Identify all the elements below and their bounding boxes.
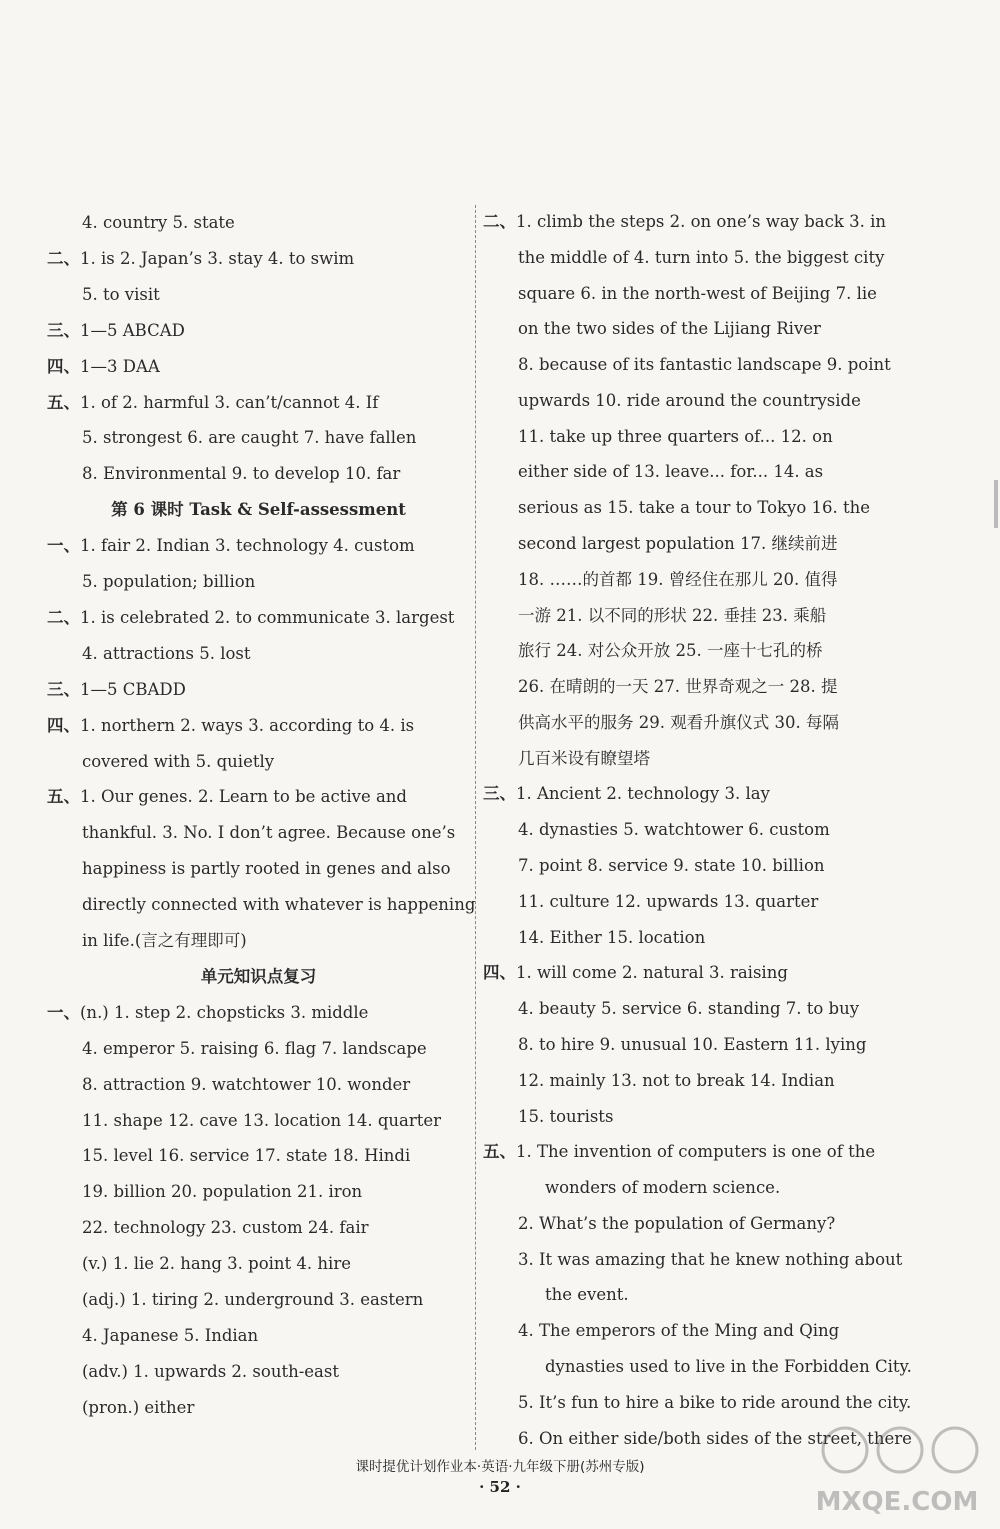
answer-text: 1. The invention of computers is one of the — [516, 1142, 876, 1162]
answer-line — [518, 927, 907, 949]
section-heading — [47, 966, 470, 988]
answer-line — [518, 605, 907, 627]
answer-line — [82, 1110, 470, 1132]
question-number: 三、 — [47, 320, 80, 340]
answer-text: 4. Japanese 5. Indian — [82, 1325, 259, 1345]
answer-line — [82, 571, 470, 593]
answer-text: (pron.) either — [82, 1397, 195, 1417]
answer-line — [47, 320, 470, 342]
question-number: 二、 — [47, 248, 80, 268]
answer-line — [82, 1397, 470, 1419]
question-number: 五、 — [47, 392, 80, 412]
column-divider — [475, 205, 476, 1450]
answer-line — [518, 1070, 907, 1092]
answer-text: 1. of 2. harmful 3. can’t/cannot 4. If — [80, 392, 379, 412]
answer-line — [518, 1034, 907, 1056]
answer-line — [82, 1217, 470, 1239]
answer-text: 22. technology 23. custom 24. fair — [82, 1218, 369, 1238]
answer-line — [483, 1141, 907, 1163]
answer-line — [518, 247, 907, 269]
answer-line — [47, 607, 470, 629]
answer-line — [518, 283, 907, 305]
answer-text: directly connected with whatever is happening — [82, 895, 476, 915]
answer-line — [518, 891, 907, 913]
answer-text: 12. mainly 13. not to break 14. Indian — [518, 1070, 835, 1090]
answer-text: 8. to hire 9. unusual 10. Eastern 11. lying — [518, 1034, 867, 1054]
question-number: 五、 — [483, 1142, 516, 1162]
answer-line — [47, 679, 470, 701]
answer-text: (v.) 1. lie 2. hang 3. point 4. hire — [82, 1254, 351, 1274]
question-number: 三、 — [483, 784, 516, 804]
answer-line — [82, 1361, 470, 1383]
answer-text: 18. ……的首都 19. 曾经住在那儿 20. 值得 — [518, 569, 838, 589]
answer-line — [518, 533, 907, 555]
answer-text: 4. attractions 5. lost — [82, 643, 251, 663]
answer-line — [82, 930, 470, 952]
answer-line — [545, 1356, 912, 1378]
answer-line — [82, 427, 470, 449]
answer-text: in life.(言之有理即可) — [82, 931, 247, 950]
answer-text: 1. is 2. Japan’s 3. stay 4. to swim — [80, 248, 355, 268]
answer-line — [82, 1325, 470, 1347]
answer-line — [47, 535, 470, 557]
watermark-logo — [805, 1410, 990, 1525]
answer-text: thankful. 3. No. I don’t agree. Because one’s — [82, 823, 456, 843]
answer-line — [47, 356, 470, 378]
answer-line — [518, 819, 907, 841]
question-number: 四、 — [47, 715, 80, 735]
answer-line — [483, 783, 907, 805]
footer-book-title: 课时提优计划作业本·英语·九年级下册(苏州专版) — [355, 1459, 645, 1475]
answer-line — [47, 392, 470, 414]
answer-text: 14. Either 15. location — [518, 927, 706, 947]
page-number: · 52 · — [479, 1478, 521, 1496]
answer-text: 1. northern 2. ways 3. according to 4. is — [80, 715, 415, 735]
answer-text: 1. Ancient 2. technology 3. lay — [516, 784, 770, 804]
answer-text: second largest population 17. 继续前进 — [518, 534, 838, 554]
answer-text: on the two sides of the Lijiang River — [518, 319, 821, 339]
answer-line — [518, 640, 907, 662]
question-number: 二、 — [47, 607, 80, 627]
answer-line — [518, 461, 907, 483]
answer-text: 1. fair 2. Indian 3. technology 4. custom — [80, 536, 415, 556]
answer-text: 单元知识点复习 — [200, 966, 317, 986]
answer-line — [518, 318, 907, 340]
answer-line — [82, 284, 470, 306]
question-number: 五、 — [47, 787, 80, 807]
answer-line — [518, 1320, 907, 1342]
answer-line — [518, 354, 907, 376]
answer-line — [518, 1106, 907, 1128]
answer-text: 几百米设有瞭望塔 — [518, 748, 650, 768]
answer-text: 3. It was amazing that he knew nothing about — [518, 1249, 903, 1269]
answer-line — [518, 998, 907, 1020]
answer-text: either side of 13. leave... for... 14. as — [518, 462, 824, 482]
answer-line — [545, 1177, 907, 1199]
answer-line — [47, 715, 470, 737]
answer-text: 11. culture 12. upwards 13. quarter — [518, 891, 819, 911]
answer-line — [518, 712, 907, 734]
answer-text: 供高水平的服务 29. 观看升旗仪式 30. 每隔 — [518, 712, 839, 732]
answer-line — [483, 211, 907, 233]
answer-text: covered with 5. quietly — [82, 751, 275, 771]
section-heading — [47, 499, 470, 521]
answer-text: 4. country 5. state — [82, 213, 235, 232]
answer-line — [47, 248, 470, 270]
answer-line — [82, 751, 470, 773]
answer-text: 11. shape 12. cave 13. location 14. quarter — [82, 1110, 442, 1130]
answer-line — [483, 962, 907, 984]
answer-text: 5. population; billion — [82, 572, 256, 591]
question-number: 一、 — [47, 1002, 80, 1022]
answer-line — [545, 1284, 907, 1306]
answer-text: wonders of modern science. — [545, 1178, 781, 1198]
answer-line — [518, 426, 907, 448]
answer-text: upwards 10. ride around the countryside — [518, 390, 861, 410]
answer-text: 8. Environmental 9. to develop 10. far — [82, 464, 401, 484]
answer-text: 1—3 DAA — [80, 356, 160, 376]
answer-text: 6. On either side/both sides of the street, there — [518, 1428, 912, 1448]
answer-text: 4. The emperors of the Ming and Qing — [518, 1321, 840, 1341]
answer-text: 15. tourists — [518, 1106, 614, 1126]
answer-text: square 6. in the north-west of Beijing 7. lie — [518, 283, 877, 303]
page-edge-mark — [994, 480, 998, 528]
answer-text: 4. emperor 5. raising 6. flag 7. landscape — [82, 1038, 427, 1058]
answer-text: happiness is partly rooted in genes and also — [82, 859, 451, 879]
question-number: 四、 — [47, 356, 80, 376]
answer-text: the middle of 4. turn into 5. the biggest city — [518, 247, 885, 267]
answer-line — [47, 786, 470, 808]
answer-text: 一游 21. 以不同的形状 22. 垂挂 23. 乘船 — [518, 605, 827, 625]
answer-line — [518, 569, 907, 591]
answer-line — [82, 212, 470, 234]
answer-line — [518, 676, 907, 698]
answer-line — [47, 1002, 470, 1024]
question-number: 二、 — [483, 212, 516, 231]
answer-text: 第 6 课时 Task & Self-assessment — [111, 500, 406, 520]
answer-line — [82, 1145, 470, 1167]
answer-text: 8. because of its fantastic landscape 9. point — [518, 355, 891, 375]
answer-text: 8. attraction 9. watchtower 10. wonder — [82, 1074, 411, 1094]
answer-line — [518, 1213, 907, 1235]
answer-text: 1. climb the steps 2. on one’s way back 3. in — [516, 212, 887, 231]
answer-line — [82, 1038, 470, 1060]
question-number: 三、 — [47, 679, 80, 699]
answer-line — [518, 390, 907, 412]
answer-text: 1. is celebrated 2. to communicate 3. largest — [80, 607, 455, 627]
answer-line — [518, 497, 907, 519]
answer-line — [82, 643, 470, 665]
answer-line — [82, 894, 476, 916]
answer-text: (adj.) 1. tiring 2. underground 3. eastern — [82, 1290, 424, 1309]
answer-text: 11. take up three quarters of... 12. on — [518, 426, 833, 446]
answer-line — [82, 463, 470, 485]
watermark-text: MXQE.COM — [815, 1487, 979, 1517]
answer-text: 19. billion 20. population 21. iron — [82, 1182, 363, 1202]
answer-text: 1—5 ABCAD — [80, 320, 185, 340]
answer-text: the event. — [545, 1285, 629, 1305]
answer-line — [82, 1289, 470, 1311]
answer-text: 2. What’s the population of Germany? — [518, 1213, 836, 1233]
answer-line — [82, 1253, 470, 1275]
answer-text: 1—5 CBADD — [80, 679, 186, 699]
question-number: 四、 — [483, 963, 516, 983]
answer-text: 15. level 16. service 17. state 18. Hindi — [82, 1146, 411, 1166]
answer-line — [82, 822, 470, 844]
answer-text: 旅行 24. 对公众开放 25. 一座十七孔的桥 — [518, 641, 823, 661]
answer-line — [82, 858, 470, 880]
answer-line — [518, 1249, 907, 1271]
answer-text: dynasties used to live in the Forbidden City. — [545, 1356, 912, 1376]
answer-text: 1. will come 2. natural 3. raising — [516, 963, 788, 983]
answer-text: 1. Our genes. 2. Learn to be active and — [80, 787, 407, 807]
answer-line — [518, 855, 907, 877]
answer-text: (n.) 1. step 2. chopsticks 3. middle — [80, 1002, 369, 1022]
answer-text: (adv.) 1. upwards 2. south-east — [82, 1361, 339, 1381]
question-number: 一、 — [47, 536, 80, 556]
answer-line — [82, 1074, 470, 1096]
answer-text: 4. beauty 5. service 6. standing 7. to buy — [518, 999, 860, 1019]
answer-text: 5. It’s fun to hire a bike to ride around the city. — [518, 1392, 912, 1412]
answer-line — [518, 748, 907, 770]
answer-line — [82, 1181, 470, 1203]
answer-text: 5. strongest 6. are caught 7. have fallen — [82, 428, 417, 448]
answer-text: serious as 15. take a tour to Tokyo 16. the — [518, 498, 871, 518]
answer-text: 5. to visit — [82, 284, 160, 304]
answer-text: 4. dynasties 5. watchtower 6. custom — [518, 820, 830, 840]
answer-text: 26. 在晴朗的一天 27. 世界奇观之一 28. 提 — [518, 677, 838, 697]
answer-text: 7. point 8. service 9. state 10. billion — [518, 856, 825, 876]
